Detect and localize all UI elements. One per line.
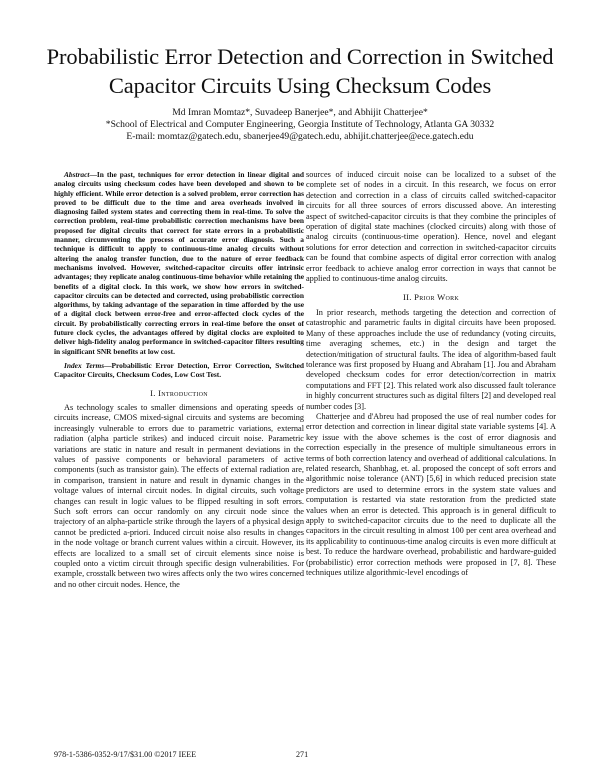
abstract-text: —In the past, techniques for error detection in linear digital and analog circuits using checksum codes have been developed and shown to be highly efficient. While error detection is a solved problem, error correction has proved to be difficult due to the time and area overheads involved in diagnosing failed system states and correcting them in real-time. To solve the correction problem, real-time probabilistic correction mechanisms have been proposed for digital circuits that correct for state errors in a probabilistic manner, circumventing the process of accurate error diagnosis. Such a technique is difficult to apply to continuous-time analog circuits without altering the analog transfer function, due to the nature of error feedback mechanisms involved. However, switched-capacitor circuits offer intrinsic advantages; they replicate analog continuous-time behavior while retaining the benefits of a digital clock. In this work, we show how errors in switched-capacitor circuits can be detected and corrected, using probabilistic correction algorithms, by taking advantage of the separation in time afforded by the use of a digital clock between error-free and error-affected clock cycles of the circuit. By probabilistically correcting errors in real-time before the onset of future clock cycles, the advantages offered by digital clocks are exploited to deliver high-fidelity analog performance in switched-capacitor filters resulting in significant SNR benefits at low cost. — [54, 170, 304, 356]
right-paragraph-1: sources of induced circuit noise can be localized to a subset of the complete set of nodes in a circuit. In this research, we focus on error detection and correction in a class of circuits called switched-capacitor circuits for all three sources of errors discussed above. An interesting aspect of switched-capacitor circuits is that they combine the principles of operation of digital state machines (clocked circuits) along with those of analog circuits (continuous-time operation). Hence, novel and elegant solutions for error detection and correction in switched-capacitor circuits can be found that combine aspects of digital error correction with analog error feedback to achieve analog error correction in ways that cannot be applied to continuous-time analog circuits. — [306, 170, 556, 284]
abstract — [54, 170, 304, 356]
paper-title: Probabilistic Error Detection and Correction in Switched Capacitor Circuits Using Checksum Codes — [46, 44, 554, 98]
prior-work-paragraph-2: Chatterjee and d'Abreu had proposed the use of real number codes for error detection and correction in linear digital state variable systems [4]. A key issue with the above schemes is the cost of error diagnosis and correction especially in the presence of multiple simultaneous errors in terms of both correction latency and overhead of additional calculations. In related research, Shanbhag, et. al. proposed the concept of soft errors and algorithmic noise tolerance (ANT) [5,6] in which reduced precision state predictors are used to determine errors in the system state values and computation is restarted via state restoration from the predicted state values when an error is detected. This approach is in general difficult to apply to switched-capacitor circuits due to the need to duplicate all the capacitors in the circuit resulting in almost 100 per cent area overhead and its applicability to continuous-time analog circuits is even more difficult at best. To reduce the hardware overhead, probabilistic and hardware-guided (probabilistic) error correction methods were proposed in [7, 8]. These techniques utilize algorithmic-level encodings of — [306, 411, 556, 578]
intro-paragraph-1: As technology scales to smaller dimensions and operating speeds of circuits increase, CMOS mixed-signal circuits and systems are becoming increasingly vulnerable to errors due to parametric variations, external radiation (alpha particle strikes) and induced circuit noise. Parametric variations are static in nature and result in permanent deviations in the values of passive components or behavioral parameters of active components (such as transistor gain). The effects of external radiation are, in comparison, transient in nature and result in dynamic changes in the voltage values of internal circuit nodes. In digital circuits, such voltage changes can result in logic values to be flipped resulting in soft errors. Such soft errors can occur randomly on any circuit node since the trajectory of an alpha-particle strike through the layers of a physical design cannot be predicted a-priori. Induced circuit noise also results in changes in the node voltage or branch current values within a circuit. However, its effects are localized to a small set of circuit elements since noise is coupled onto a victim circuit through specific design vulnerabilities. For example, crosstalk between two wires affects only the two wires concerned and no other circuit nodes. Hence, the — [54, 402, 304, 589]
left-column — [54, 170, 304, 590]
index-terms-lead: Index Terms — [64, 360, 105, 370]
author-emails: E-mail: momtaz@gatech.edu, sbanerjee49@gatech.edu, abhijit.chatterjee@ece.gatech.edu — [126, 131, 474, 142]
prior-work-paragraph-1: In prior research, methods targeting the detection and correction of catastrophic and parametric faults in digital circuits have been proposed. Many of these approaches include the use of redundancy (voting circuits, time averaging schemes, etc.) in the design and target the detection/mitigation of structural faults. The idea of algorithm-based fault tolerance was first proposed by Huang and Abraham [1]. Jou and Abraham developed checksum codes for error detection/correction in matrix computations and FFT [2]. This related work also discussed fault tolerance in highly concurrent structures such as digital filters [2] and developed real number codes [3]. — [306, 307, 556, 411]
prior-work-heading: II. Prior Work — [402, 292, 460, 303]
right-column — [306, 170, 556, 578]
intro-heading: I. Introduction — [150, 387, 208, 398]
author-block — [40, 107, 560, 143]
index-terms — [54, 361, 304, 380]
footer-isbn: 978-1-5386-0352-9/17/$31.00 ©2017 IEEE — [54, 750, 197, 759]
author-names: Md Imran Momtaz*, Suvadeep Banerjee*, and Abhijit Chatterjee* — [172, 107, 428, 118]
author-affiliation: *School of Electrical and Computer Engineering, Georgia Institute of Technology, Atlanta GA 30332 — [105, 119, 495, 130]
page-number: 271 — [296, 750, 309, 759]
index-terms-text: —Probabilistic Error Detection, Error Correction, Switched Capacitor Circuits, Checksum Codes, Low Cost Test. — [54, 360, 304, 380]
abstract-lead: Abstract — [64, 170, 90, 179]
